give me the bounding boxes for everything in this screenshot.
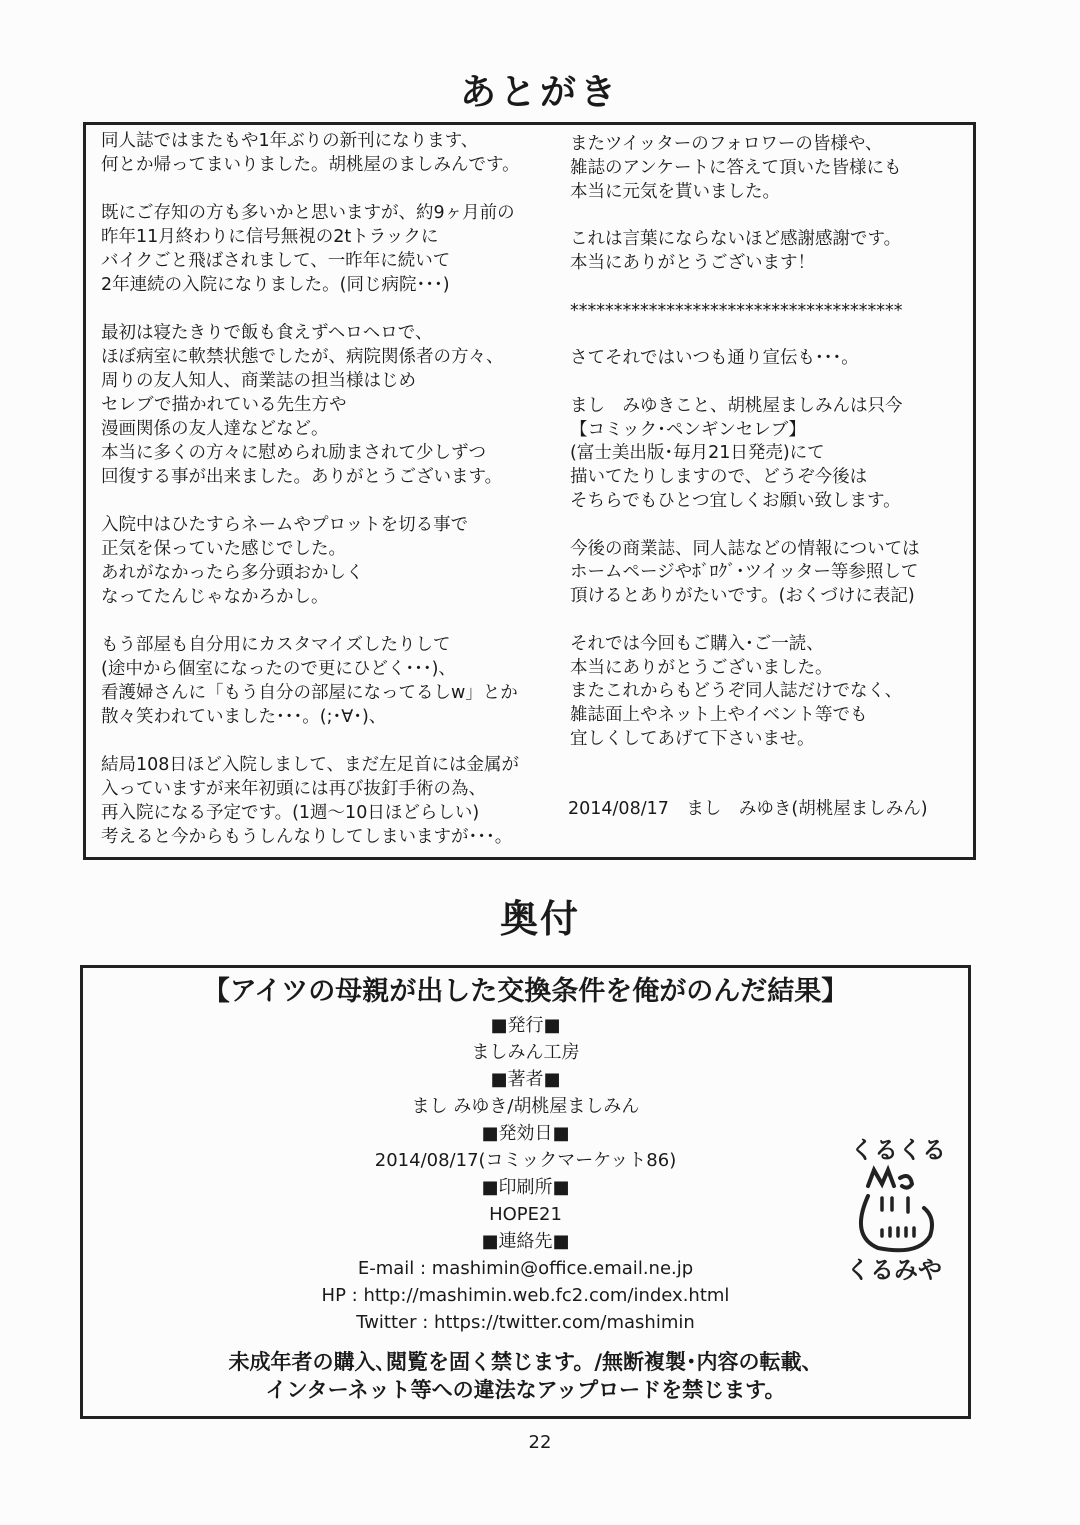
text-line: 回復する事が出来ました。ありがとうございます。 bbox=[101, 467, 503, 487]
contact-twitter: Twitter : https://twitter.com/mashimin bbox=[356, 1312, 695, 1333]
text-line: ************************************** bbox=[570, 300, 903, 321]
afterword-box bbox=[83, 122, 976, 860]
text-line: 本当に元気を貰いました。 bbox=[570, 181, 780, 202]
text-line bbox=[570, 609, 920, 633]
text-line bbox=[101, 609, 520, 633]
text-line: 漫画関係の友人達などなど。 bbox=[101, 419, 329, 439]
afterword-left-column bbox=[101, 129, 520, 849]
text-line: 描いてたりしますので、どうぞ今後は bbox=[570, 467, 868, 488]
text-line bbox=[101, 489, 520, 513]
warning-line-1: 未成年者の購入､閲覧を固く禁じます。/無断複製･内容の転載、 bbox=[228, 1350, 823, 1374]
text-line: 考えると今からもうしんなりしてしまいますが･･･。 bbox=[101, 827, 513, 847]
text-line: 宜しくしてあげて下さいませ。 bbox=[570, 728, 815, 749]
issue-date: 2014/08/17(コミックマーケット86) bbox=[374, 1150, 677, 1171]
text-line: 周りの友人知人、商業誌の担当様はじめ bbox=[101, 371, 416, 391]
afterword-signature: 2014/08/17 まし みゆき(胡桃屋ましみん) bbox=[568, 799, 928, 819]
text-line: これは言葉にならないほど感謝感謝です。 bbox=[570, 229, 902, 250]
text-line: 頂けるとありがたいです。(おくづけに表記) bbox=[570, 586, 915, 607]
text-line: 今後の商業誌、同人誌などの情報については bbox=[570, 538, 920, 559]
text-line: 同人誌ではまたもや1年ぶりの新刊になります、 bbox=[101, 131, 479, 151]
book-title: 【アイツの母親が出した交換条件を俺がのんだ結果】 bbox=[202, 976, 849, 1007]
text-line: なってたんじゃなかろかし。 bbox=[101, 587, 329, 607]
text-line bbox=[570, 276, 920, 300]
page-number: 22 bbox=[528, 1432, 552, 1453]
colophon-title: 奥付 bbox=[499, 896, 580, 941]
contact-email: E-mail : mashimin@office.email.ne.jp bbox=[357, 1258, 694, 1279]
text-line: 雑誌のアンケートに答えて頂いた皆様にも bbox=[570, 157, 902, 178]
text-line: ホームページやﾎﾞﾛｸﾞ･ツイッター等参照して bbox=[570, 562, 919, 583]
text-line bbox=[570, 371, 920, 395]
afterword-right-column bbox=[570, 133, 920, 752]
text-line: 最初は寝たきりで飯も食えずヘロヘロで、 bbox=[101, 323, 433, 343]
character-doodle bbox=[838, 1128, 958, 1288]
text-line: まし みゆきこと、胡桃屋ましみんは只今 bbox=[570, 395, 903, 416]
text-line: セレブで描かれている先生方や bbox=[101, 395, 347, 415]
text-line bbox=[570, 323, 920, 347]
publisher-label: ■発行■ bbox=[490, 1015, 561, 1036]
author-label: ■著者■ bbox=[490, 1069, 561, 1090]
doodle-bottom-text: くるみや bbox=[846, 1256, 942, 1284]
text-line: 正気を保っていた感じでした。 bbox=[101, 539, 346, 559]
text-line: (途中から個室になったので更にひどく･･･)、 bbox=[101, 659, 456, 679]
text-line: ほぼ病室に軟禁状態でしたが、病院関係者の方々、 bbox=[101, 347, 504, 367]
text-line: 入っていますが来年初頭には再び抜釘手術の為、 bbox=[101, 779, 486, 799]
text-line: 雑誌面上やネット上やイベント等でも bbox=[570, 705, 868, 726]
text-line: バイクごと飛ばされまして、一昨年に続いて bbox=[101, 251, 451, 271]
text-line: 本当に多くの方々に慰められ励まされて少しずつ bbox=[101, 443, 486, 463]
afterword-title: あとがき bbox=[459, 71, 620, 113]
printer: HOPE21 bbox=[489, 1204, 562, 1225]
text-line: またツイッターのフォロワーの皆様や、 bbox=[570, 134, 883, 154]
publisher: ましみん工房 bbox=[471, 1042, 580, 1063]
contact-label: ■連絡先■ bbox=[481, 1231, 570, 1252]
doodle-top-text: くるくる bbox=[850, 1136, 946, 1164]
text-line bbox=[570, 514, 920, 538]
text-line: 本当にありがとうございます！ bbox=[570, 252, 815, 273]
text-line: あれがなかったら多分頭おかしく bbox=[101, 563, 364, 583]
text-line: そちらでもひとつ宜しくお願い致します。 bbox=[570, 490, 901, 511]
text-line: 本当にありがとうございました。 bbox=[570, 657, 833, 678]
date-label: ■発効日■ bbox=[481, 1123, 570, 1144]
text-line: (富士美出版･毎月21日発売)にて bbox=[570, 443, 825, 464]
text-line bbox=[101, 297, 520, 321]
warning-line-2: インターネット等への違法なアップロードを禁じます。 bbox=[265, 1378, 786, 1402]
text-line bbox=[101, 177, 520, 201]
text-line: 【コミック･ペンギンセレブ】 bbox=[570, 419, 806, 440]
text-line: 再入院になる予定です。(1週～10日ほどらしい) bbox=[101, 803, 480, 823]
printer-label: ■印刷所■ bbox=[481, 1177, 570, 1198]
text-line: またこれからもどうぞ同人誌だけでなく、 bbox=[570, 681, 903, 702]
text-line: 昨年11月終わりに信号無視の2tトラックに bbox=[101, 227, 439, 247]
text-line: もう部屋も自分用にカスタマイズしたりして bbox=[101, 635, 451, 655]
text-line: 既にご存知の方も多いかと思いますが、約9ヶ月前の bbox=[101, 203, 515, 223]
text-line: 看護婦さんに「もう自分の部屋になってるしw」とか bbox=[101, 683, 518, 703]
text-line: 入院中はひたすらネームやプロットを切る事で bbox=[101, 515, 469, 535]
contact-homepage: HP : http://mashimin.web.fc2.com/index.html bbox=[321, 1285, 730, 1306]
text-line: それでは今回もご購入･ご一読、 bbox=[570, 633, 824, 654]
text-line bbox=[101, 729, 520, 753]
text-line: 結局108日ほど入院しまして、まだ左足首には金属が bbox=[101, 755, 520, 775]
text-line: さてそれではいつも通り宣伝も･･･。 bbox=[570, 348, 859, 369]
author: まし みゆき/胡桃屋ましみん bbox=[411, 1096, 640, 1117]
text-line: 2年連続の入院になりました。(同じ病院･･･) bbox=[101, 275, 450, 295]
text-line bbox=[570, 204, 920, 228]
text-line: 何とか帰ってまいりました。胡桃屋のましみんです。 bbox=[101, 155, 520, 175]
text-line: 散々笑われていました･･･。(;･∀･)、 bbox=[101, 707, 387, 727]
